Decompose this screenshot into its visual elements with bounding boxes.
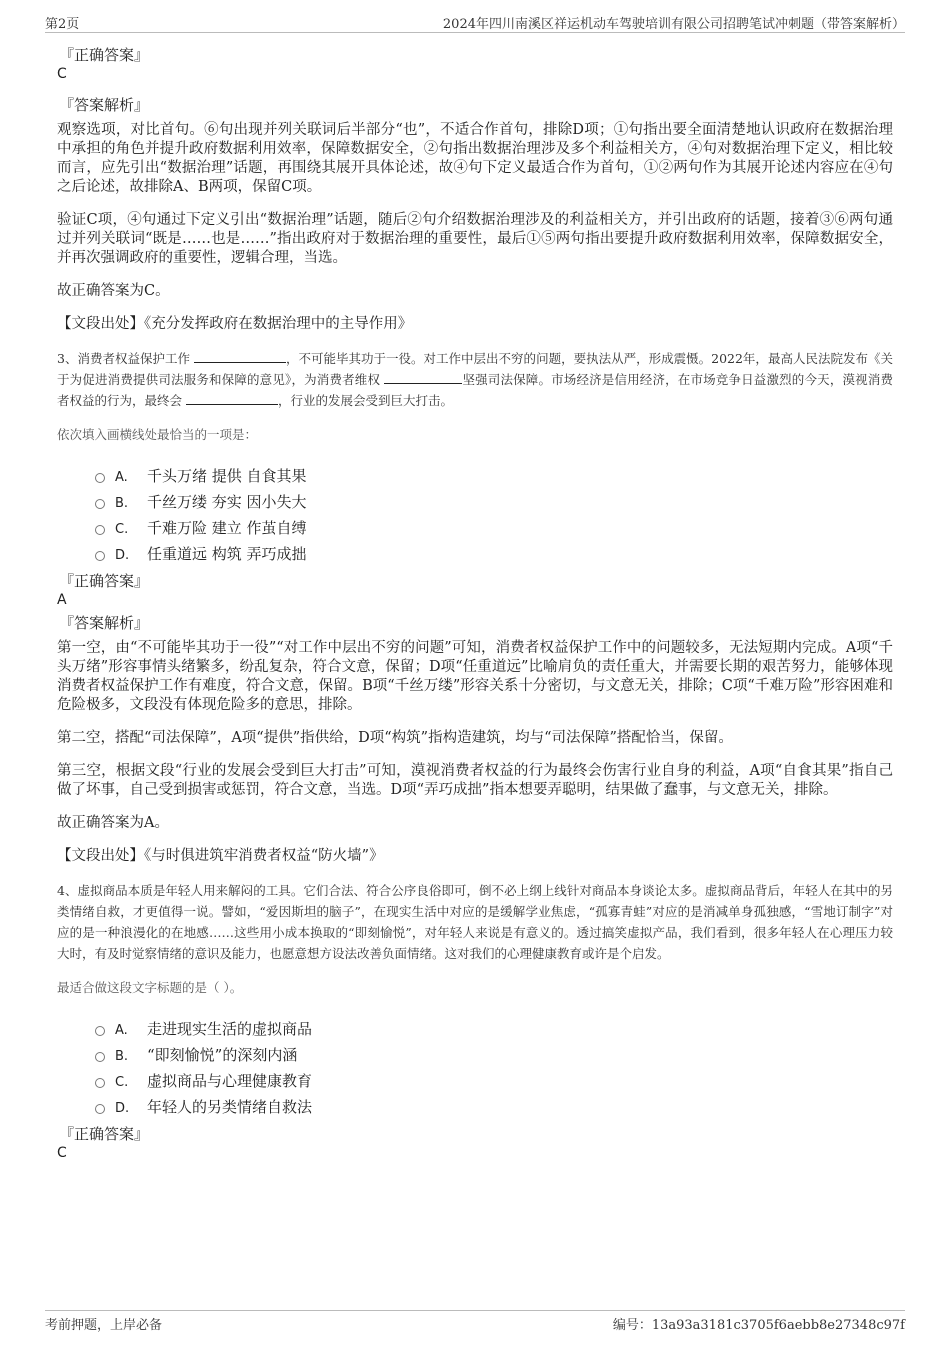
option-key: B.: [115, 1049, 129, 1064]
option-text: 千难万险 建立 作茧自缚: [147, 519, 307, 537]
question-4-options: [95, 1016, 893, 1120]
analysis-paragraph: 第一空，由“不可能毕其功于一役”“对工作中层出不穷的问题”可知，消费者权益保护工作中的问题较多，无法短期内完成。A项“千头万绪”形容事情头绪繁多，纷乱复杂，符合文意，保留；D项“任重道远”比喻肩负的责任重大，并需要长期的艰苦努力，能够体现消费者权益保护工作有难度，符合文意，保留。B项“千丝万缕”形容关系十分密切，与文意无关，排除；C项“千难万险”形容困难和危险极多，文段没有体现危险多的意思，排除。: [57, 640, 893, 713]
option-key: C.: [115, 1075, 129, 1090]
radio-icon[interactable]: [95, 551, 105, 561]
analysis-paragraph: 验证C项，④句通过下定义引出“数据治理”话题，随后②句介绍数据治理涉及的利益相关方，并引出政府的话题，接着③⑥两句通过并列关联词“既是……也是……”指出政府对于数据治理的重要性，最后①⑤两句指出要提升政府数据利用效率，保障数据安全，并再次强调政府的重要性，逻辑合理，当选。: [57, 212, 893, 266]
question-text-part: ，不可能毕其功于一役。对工作中层出不穷的问题，要执法从严，形成震慑。2022年，最高人民法院发布《关于为促进消费提供司法服务和保障的意见》，为消费者维权: [57, 351, 893, 387]
radio-icon[interactable]: [95, 473, 105, 483]
analysis-paragraph: 观察选项，对比首句。⑥句出现并列关联词后半部分“也”，不适合作首句，排除D项；①句指出要全面清楚地认识政府在数据治理中承担的角色并提升政府数据利用效率，保障数据安全，②句指出数据治理涉及多个利益相关方，④句对数据治理下定义，相比较而言，应先引出“数据治理”话题，再围绕其展开具体论述，故④句下定义最适合作为首句，①②两句作为其展开论述内容应在④句之后论述，故排除A、B两项，保留C项。: [57, 122, 893, 195]
analysis-conclusion: 故正确答案为A。: [57, 815, 169, 831]
analysis-conclusion: 故正确答案为C。: [57, 283, 170, 299]
fill-blank-2: [384, 371, 462, 384]
document-id: 编号：13a93a3181c3705f6aebb8e27348c97f: [612, 1318, 905, 1333]
option-c[interactable]: [95, 515, 893, 541]
option-text: 走进现实生活的虚拟商品: [147, 1020, 313, 1038]
fill-blank-1: [194, 350, 286, 363]
option-key: A.: [115, 470, 128, 485]
radio-icon[interactable]: [95, 1052, 105, 1062]
option-a[interactable]: [95, 1016, 893, 1042]
option-key: A.: [115, 1023, 128, 1038]
correct-answer-value: C: [57, 1145, 67, 1161]
source-citation: 【文段出处】《充分发挥政府在数据治理中的主导作用》: [57, 316, 413, 332]
footer-slogan: 考前押题，上岸必备: [45, 1318, 163, 1333]
correct-answer-label: 『正确答案』: [59, 572, 150, 590]
option-key: D.: [115, 1101, 130, 1116]
correct-answer-value: C: [57, 66, 67, 82]
question-4-text: 4、虚拟商品本质是年轻人用来解闷的工具。它们合法、符合公序良俗即可，倒不必上纲上线针对商品本身谈论太多。虚拟商品背后，年轻人在其中的另类情绪自救，才更值得一说。譬如，“爱因斯坦的脑子”，在现实生活中对应的是缓解学业焦虑，“孤寡青蛙”对应的是消减单身孤独感，“雪地订制字”对应的是一种浪漫化的在地感……这些用小成本换取的“即刻愉悦”，对年轻人来说是有意义的。透过搞笑虚拟产品，我们看到，很多年轻人在心理压力较大时，有及时觉察情绪的意识及能力，也愿意想方设法改善负面情绪。这对我们的心理健康教育或许是个启发。: [57, 883, 893, 961]
option-text: 千丝万缕 夯实 因小失大: [147, 493, 307, 511]
page-footer: [45, 1310, 905, 1333]
question-prompt: 依次填入画横线处最恰当的一项是：: [57, 427, 258, 442]
option-text: 虚拟商品与心理健康教育: [147, 1072, 313, 1090]
option-text: “即刻愉悦”的深刻内涵: [147, 1046, 298, 1064]
option-text: 任重道远 构筑 弄巧成拙: [147, 545, 307, 563]
source-citation: 【文段出处】《与时俱进筑牢消费者权益“防火墙”》: [57, 848, 384, 864]
option-d[interactable]: [95, 1094, 893, 1120]
radio-icon[interactable]: [95, 1104, 105, 1114]
document-title: 2024年四川南溪区祥运机动车驾驶培训有限公司招聘笔试冲刺题（带答案解析）: [442, 17, 905, 32]
option-text: 千头万绪 提供 自食其果: [147, 467, 307, 485]
question-text-part: 坚强司法保障。市场经济是信用经济，在市场竞争日益激烈的今天，漠视消费者权益的行为，最终会: [57, 372, 893, 408]
option-b[interactable]: [95, 489, 893, 515]
option-a[interactable]: [95, 463, 893, 489]
question-text-part: ，行业的发展会受到巨大打击。: [278, 393, 454, 408]
analysis-paragraph: 第三空，根据文段“行业的发展会受到巨大打击”可知，漠视消费者权益的行为最终会伤害行业自身的利益，A项“自食其果”指自己做了坏事，自己受到损害或惩罚，符合文意，当选。D项“弄巧成拙”指本想要弄聪明，结果做了蠢事，与文意无关，排除。: [57, 763, 893, 798]
question-3-options: [95, 463, 893, 567]
radio-icon[interactable]: [95, 1078, 105, 1088]
question-text-part: 3、消费者权益保护工作: [57, 351, 190, 366]
page-number: 第2页: [45, 17, 80, 32]
page-header: [45, 10, 905, 33]
option-d[interactable]: [95, 541, 893, 567]
correct-answer-value: A: [57, 592, 67, 608]
radio-icon[interactable]: [95, 1026, 105, 1036]
option-text: 年轻人的另类情绪自救法: [147, 1098, 313, 1116]
analysis-paragraph: 第二空，搭配“司法保障”，A项“提供”指供给，D项“构筑”指构造建筑，均与“司法保障”搭配恰当，保留。: [57, 730, 733, 746]
correct-answer-label: 『正确答案』: [59, 46, 150, 64]
page-content: [57, 45, 893, 1174]
analysis-label: 『答案解析』: [59, 96, 150, 114]
radio-icon[interactable]: [95, 525, 105, 535]
option-c[interactable]: [95, 1068, 893, 1094]
fill-blank-3: [186, 392, 278, 405]
option-key: C.: [115, 522, 129, 537]
radio-icon[interactable]: [95, 499, 105, 509]
option-key: D.: [115, 548, 130, 563]
analysis-label: 『答案解析』: [59, 614, 150, 632]
option-b[interactable]: [95, 1042, 893, 1068]
option-key: B.: [115, 496, 129, 511]
question-prompt: 最适合做这段文字标题的是（ ）。: [57, 980, 243, 995]
correct-answer-label: 『正确答案』: [59, 1125, 150, 1143]
question-3-text: [57, 348, 893, 411]
